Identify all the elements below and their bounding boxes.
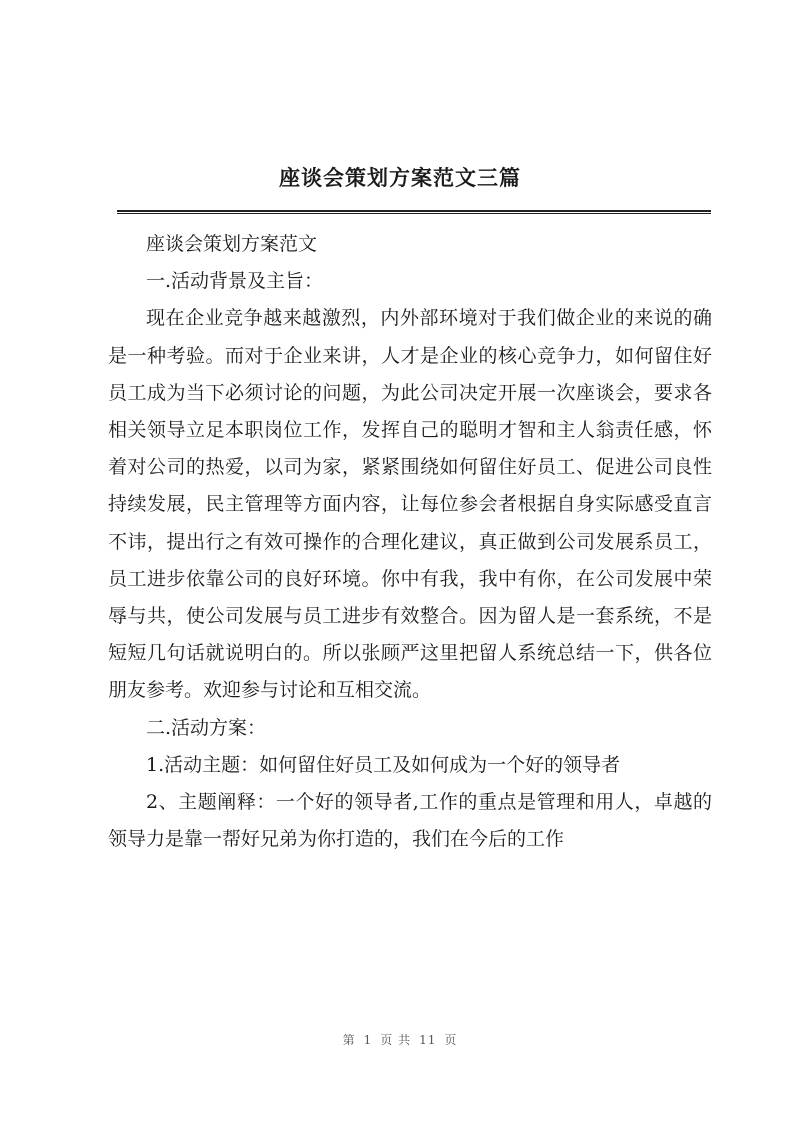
title-underline <box>117 210 711 214</box>
document-title: 座谈会策划方案范文三篇 <box>279 166 521 190</box>
document-body <box>108 226 712 858</box>
footer-page-number: 1 <box>363 1033 373 1047</box>
paragraph-heading: 座谈会策划方案范文 <box>146 233 318 255</box>
paragraph-section-2: 二.活动方案： <box>146 716 267 739</box>
paragraph-theme-explanation: 2、主题阐释：一个好的领导者,工作的重点是管理和用人，卓越的领导力是靠一帮好兄弟为你打造的，我们在今后的工作 <box>108 791 712 851</box>
footer-total-pages: 11 <box>419 1033 437 1047</box>
footer-label-pages: 页 <box>444 1033 458 1047</box>
footer-label-page: 第 <box>342 1033 356 1047</box>
paragraph-background: 现在企业竞争越来越激烈，内外部环境对于我们做企业的来说的确是一种考验。而对于企业来讲，人才是企业的核心竞争力，如何留住好员工成为当下必须讨论的问题，为此公司决定开展一次座谈会，要求各相关领导立足本职岗位工作，发挥自己的聪明才智和主人翁责任感，怀着对公司的热爱，以司为家，紧紧围绕如何留住好员工、促进公司良性持续发展，民主管理等方面内容，让每位参会者根据自身实际感受直言不讳，提出行之有效可操作的合理化建议，真正做到公司发展系员工，员工进步依靠公司的良好环境。你中有我，我中有你，在公司发展中荣辱与共，使公司发展与员工进步有效整合。因为留人是一套系统，不是短短几句话就说明白的。所以张顾严这里把留人系统总结一下，供各位朋友参考。欢迎参与讨论和互相交流。 <box>108 307 712 702</box>
footer-label-page-of: 页 共 <box>380 1033 412 1047</box>
paragraph-theme: 1.活动主题：如何留住好员工及如何成为一个好的领导者 <box>146 753 621 776</box>
paragraph-section-1: 一.活动背景及主旨： <box>146 270 324 293</box>
page-footer <box>0 1032 800 1048</box>
